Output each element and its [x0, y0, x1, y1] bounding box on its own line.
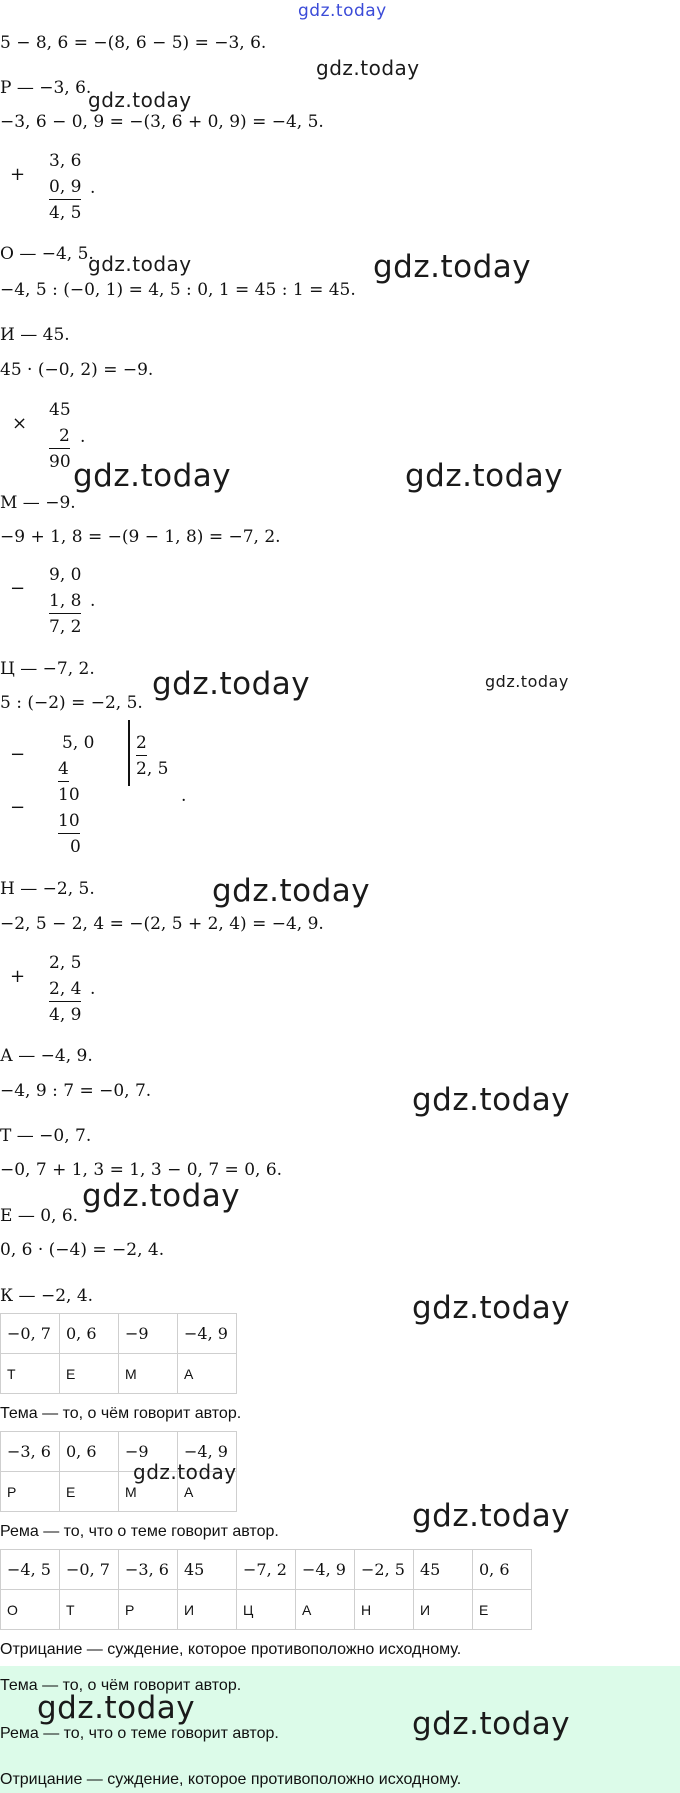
subtrahend: 4 [58, 757, 69, 782]
table-cell: И [178, 1590, 237, 1630]
subtrahend: 10 [58, 809, 80, 834]
table-cell: Ц [237, 1590, 296, 1630]
watermark: gdz.today [73, 458, 232, 494]
watermark: gdz.today [82, 1178, 241, 1214]
table-cell: −4, 9 [178, 1432, 237, 1472]
equation-9: −0, 7 + 1, 3 = 1, 3 − 0, 7 = 0, 6. [0, 1160, 283, 1180]
table-cell: А [296, 1590, 355, 1630]
table-cell: О [1, 1590, 60, 1630]
column-addition [49, 148, 81, 226]
table-cell: Е [473, 1590, 532, 1630]
plus-sign: + [10, 966, 26, 987]
watermark: gdz.today [412, 1082, 571, 1118]
table-cell: 0, 6 [60, 1432, 119, 1472]
table-cell: Е [60, 1472, 119, 1512]
answer-label-i: И — 45. [0, 325, 70, 345]
table-cell: −0, 7 [60, 1550, 119, 1590]
equation-1: 5 − 8, 6 = −(8, 6 − 5) = −3, 6. [0, 33, 267, 53]
equation-7: −2, 5 − 2, 4 = −(2, 5 + 2, 4) = −4, 9. [0, 914, 324, 934]
operand: 0, 9 [49, 175, 81, 200]
result: 90 [49, 452, 71, 472]
long-division [58, 730, 94, 860]
division-divisor [136, 730, 168, 782]
equation-5: −9 + 1, 8 = −(9 − 1, 8) = −7, 2. [0, 527, 281, 547]
dot: . [90, 979, 96, 999]
result: 4, 5 [49, 203, 82, 223]
division-bar [128, 720, 130, 786]
table-cell: Т [1, 1354, 60, 1394]
minus-sign: − [10, 797, 26, 818]
table-cell: −3, 6 [119, 1550, 178, 1590]
remainder: 10 [58, 785, 80, 805]
equation-4: 45 · (−0, 2) = −9. [0, 360, 154, 380]
answer-label-m: М — −9. [0, 493, 76, 513]
table-cell: −7, 2 [237, 1550, 296, 1590]
column-addition [49, 950, 81, 1028]
table-cell: −3, 6 [1, 1432, 60, 1472]
minus-sign: − [10, 578, 26, 599]
watermark: gdz.today [88, 88, 192, 112]
answer-table-otritsanie [0, 1549, 532, 1630]
plus-sign: + [10, 164, 26, 185]
table-cell: 45 [414, 1550, 473, 1590]
column-multiplication [49, 397, 71, 475]
times-sign: × [12, 413, 28, 434]
operand: 2, 5 [49, 953, 82, 973]
dividend: 5, 0 [62, 733, 95, 753]
table-cell: −2, 5 [355, 1550, 414, 1590]
dot: . [90, 178, 96, 198]
table-cell: М [119, 1354, 178, 1394]
operand: 45 [49, 400, 71, 420]
table-cell: А [178, 1472, 237, 1512]
table-cell: М [119, 1472, 178, 1512]
result: 7, 2 [49, 617, 82, 637]
result: 4, 9 [49, 1005, 82, 1025]
watermark: gdz.today [316, 56, 420, 80]
definition-otritsanie: Отрицание — суждение, которое противоположно исходному. [0, 1641, 462, 1658]
answer-table-tema [0, 1313, 237, 1394]
watermark: gdz.today [373, 249, 532, 285]
answer-label-k: К — −2, 4. [0, 1286, 94, 1306]
watermark-top: gdz.today [298, 1, 387, 21]
answer-rema: Рема — то, что о теме говорит автор. [0, 1725, 279, 1742]
equation-6: 5 : (−2) = −2, 5. [0, 693, 143, 713]
dot: . [80, 427, 86, 447]
watermark: gdz.today [133, 1460, 237, 1484]
table-cell: −4, 9 [296, 1550, 355, 1590]
operand: 3, 6 [49, 151, 82, 171]
watermark: gdz.today [152, 666, 311, 702]
divisor: 2 [136, 731, 147, 756]
quotient: 2, 5 [136, 759, 169, 779]
watermark: gdz.today [412, 1498, 571, 1534]
watermark: gdz.today [88, 252, 192, 276]
answer-label-r: Р — −3, 6. [0, 78, 92, 98]
table-cell: 0, 6 [60, 1314, 119, 1354]
answer-label-o: О — −4, 5. [0, 244, 94, 264]
answer-label-e: Е — 0, 6. [0, 1206, 79, 1226]
table-cell: −9 [119, 1432, 178, 1472]
definition-rema: Рема — то, что о теме говорит автор. [0, 1523, 279, 1540]
table-cell: −0, 7 [1, 1314, 60, 1354]
equation-10: 0, 6 · (−4) = −2, 4. [0, 1240, 165, 1260]
watermark: gdz.today [405, 458, 564, 494]
operand: 2, 4 [49, 977, 81, 1002]
answer-label-t: Т — −0, 7. [0, 1126, 92, 1146]
equation-8: −4, 9 : 7 = −0, 7. [0, 1081, 152, 1101]
table-cell: 45 [178, 1550, 237, 1590]
watermark: gdz.today [485, 672, 569, 691]
table-cell: Р [119, 1590, 178, 1630]
table-cell: Т [60, 1590, 119, 1630]
minus-sign: − [10, 744, 26, 765]
operand: 2 [49, 424, 70, 449]
watermark: gdz.today [37, 1690, 196, 1726]
table-cell: А [178, 1354, 237, 1394]
table-cell: Н [355, 1590, 414, 1630]
answer-tema: Тема — то, о чём говорит автор. [0, 1677, 242, 1694]
dot: . [181, 786, 187, 806]
answer-label-n: Н — −2, 5. [0, 879, 95, 899]
watermark: gdz.today [412, 1290, 571, 1326]
column-subtraction [49, 562, 81, 640]
operand: 9, 0 [49, 565, 82, 585]
watermark: gdz.today [412, 1706, 571, 1742]
definition-tema: Тема — то, о чём говорит автор. [0, 1405, 242, 1422]
table-cell: Е [60, 1354, 119, 1394]
dot: . [90, 591, 96, 611]
answer-otritsanie: Отрицание — суждение, которое противоположно исходному. [0, 1771, 462, 1788]
answer-label-ts: Ц — −7, 2. [0, 659, 95, 679]
table-cell: −9 [119, 1314, 178, 1354]
watermark: gdz.today [212, 873, 371, 909]
answer-label-a: А — −4, 9. [0, 1046, 93, 1066]
equation-3: −4, 5 : (−0, 1) = 4, 5 : 0, 1 = 45 : 1 = 45. [0, 280, 356, 300]
table-cell: −4, 5 [1, 1550, 60, 1590]
equation-2: −3, 6 − 0, 9 = −(3, 6 + 0, 9) = −4, 5. [0, 112, 324, 132]
table-cell: Р [1, 1472, 60, 1512]
table-cell: −4, 9 [178, 1314, 237, 1354]
table-cell: И [414, 1590, 473, 1630]
operand: 1, 8 [49, 589, 81, 614]
table-cell: 0, 6 [473, 1550, 532, 1590]
remainder: 0 [70, 837, 81, 857]
